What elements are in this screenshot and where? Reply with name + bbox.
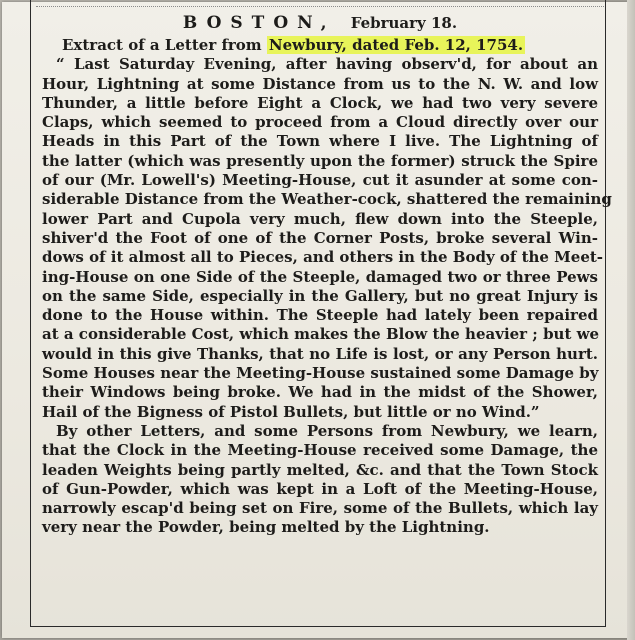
text-line: at a considerable Cost, which makes the Blow the heavier ; but we <box>42 325 600 344</box>
text-line: By other Letters, and some Persons from Newbury, we learn, <box>56 421 598 440</box>
text-line: narrowly escap'd being set on Fire, some of the Bullets, which lay <box>42 499 598 518</box>
text-line: dows of it almost all to Pieces, and others in the Body of the Meet- <box>42 248 604 267</box>
text-line: Some Houses near the Meeting-House sustained some Damage by <box>42 364 599 383</box>
text-line: Thunder, a little before Eight a Clock, we had two very severe <box>42 93 598 112</box>
text-line: that the Clock in the Meeting-House received some Damage, the <box>42 441 598 460</box>
text-line: the latter (which was presently upon the former) struck the Spire <box>42 151 598 170</box>
page-edge <box>627 0 635 640</box>
dateline-place: BOSTON, <box>182 13 336 33</box>
text-line: their Windows being broke. We had in the midst of the Shower, <box>42 383 598 402</box>
news-article <box>42 13 612 538</box>
text-line: ing-House on one Side of the Steeple, damaged two or three Pews <box>42 267 598 286</box>
highlighted-text: Newbury, dated Feb. 12, 1754. <box>268 36 524 54</box>
text-line: Heads in this Part of the Town where I live. The Lightning of <box>42 132 598 151</box>
text-line: Hail of the Bigness of Pistol Bullets, but little or no Wind.” <box>42 402 540 421</box>
text-line: Claps, which seemed to proceed from a Cloud directly over our <box>42 113 598 132</box>
text-line: shiver'd the Foot of one of the Corner Posts, broke several Win- <box>42 228 598 247</box>
text-line: on the same Side, especially in the Gallery, but no great Injury is <box>42 286 598 305</box>
text-line: Hour, Lightning at some Distance from us to the N. W. and low <box>42 74 598 93</box>
text-line: “ Last Saturday Evening, after having observ'd, for about an <box>56 55 598 74</box>
text-line: siderable Distance from the Weather-cock, shattered the remaining <box>42 190 612 209</box>
dateline-date: February 18. <box>350 14 458 32</box>
extract-heading <box>42 36 598 55</box>
text-line: very near the Powder, being melted by the Lightning. <box>42 518 490 537</box>
text-line: of our (Mr. Lowell's) Meeting-House, cut it asunder at some con- <box>42 171 598 190</box>
dateline <box>42 14 598 36</box>
text-line: would in this give Thanks, that no Life is lost, or any Person hurt. <box>42 344 598 363</box>
extract-prefix: Extract of a Letter from <box>62 36 262 54</box>
text-line: leaden Weights being partly melted, &c. and that the Town Stock <box>42 460 598 479</box>
text-line: done to the House within. The Steeple had lately been repaired <box>42 306 598 325</box>
paragraph-1 <box>42 55 612 422</box>
paragraph-2 <box>42 422 598 538</box>
text-line: lower Part and Cupola very much, flew down into the Steeple, <box>42 209 598 228</box>
top-rule <box>36 6 604 7</box>
text-line: of Gun-Powder, which was kept in a Loft of the Meeting-House, <box>42 479 598 498</box>
